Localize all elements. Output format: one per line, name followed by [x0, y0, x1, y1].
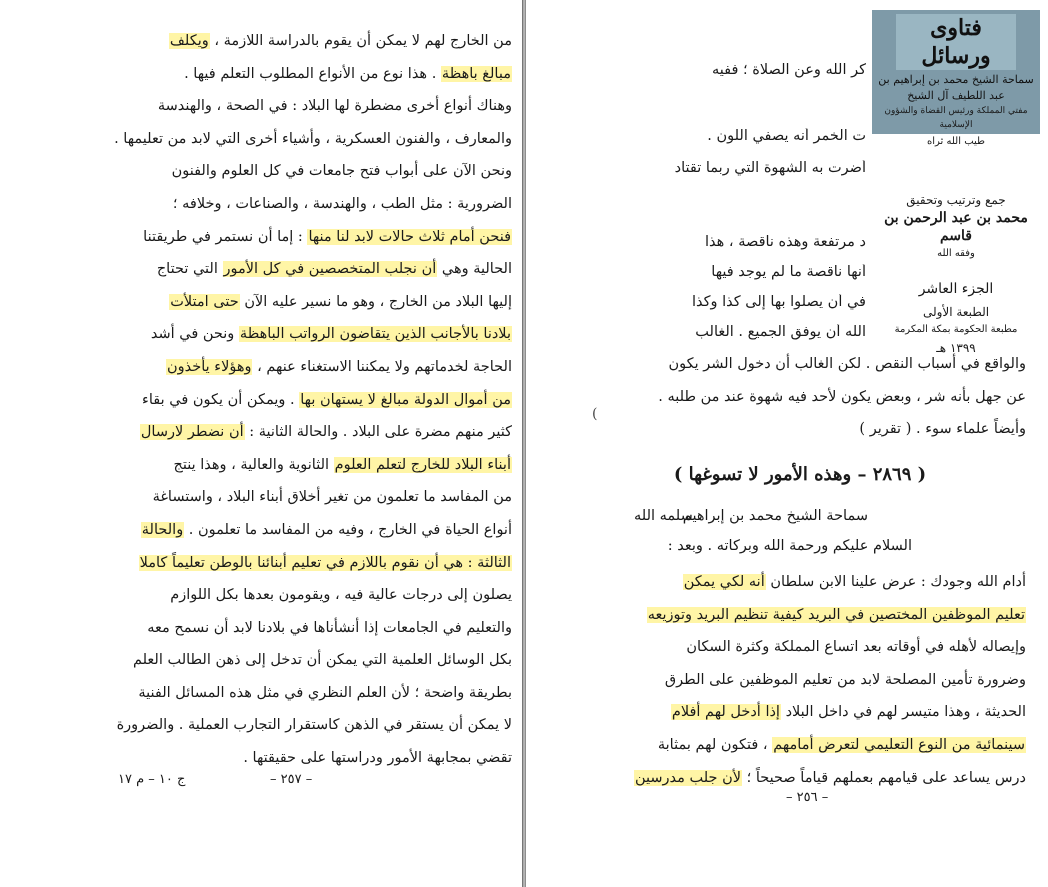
letter-addressee: سماحة الشيخ محمد بن إبراهيم	[682, 508, 868, 524]
highlighted-text: الثالثة : هي أن نقوم باللازم في تعليم أبنائنا بالوطن تعليماً كاملا	[139, 554, 511, 571]
right-page-partial-line: أضرت به الشهوة التي ربما تقتاد	[674, 160, 866, 176]
left-page-text	[104, 25, 512, 775]
text-run: والتعليم في الجامعات إذا أنشأناها في بلادنا لابد أن نسمح معه	[147, 619, 512, 636]
edition-label: الطبعة الأولى	[922, 305, 990, 319]
left-page-line	[104, 644, 512, 677]
compiler-block	[872, 191, 1040, 263]
highlighted-text: لأن جلب مدرسين	[634, 769, 742, 786]
letter-body-line	[628, 664, 1026, 697]
highlighted-text: تعليم الموظفين المختصين في البريد كيفية تنظيم البريد وتوزيعه	[647, 606, 1025, 623]
left-page-line	[104, 547, 512, 580]
text-run: وإيصاله لأهله في أوقاته بعد اتساع المملكة وكثرة السكان	[686, 639, 1026, 656]
highlighted-text: أن نضطر لارسال	[140, 424, 244, 441]
text-run: الحاجة لخدماتهم ولا يمكننا الاستغناء عنهم ،	[252, 358, 512, 375]
edition-press: مطبعة الحكومة بمكة المكرمة	[894, 324, 1018, 335]
author-line: سماحة الشيخ محمد بن إبراهيم بن عبد اللطيف آل الشيخ	[878, 73, 1034, 102]
letter-body-line	[628, 599, 1026, 632]
text-run: أنواع الحياة في الخارج ، وفيه من المفاسد ما تعلمون .	[184, 521, 512, 538]
left-page-line	[104, 677, 512, 710]
highlighted-text: فنحن أمام ثلاث حالات لابد لنا منها	[308, 228, 511, 245]
text-run: لا يمكن أن يستقر في الذهن كاستقرار التجارب العملية . والضرورة	[116, 717, 512, 734]
right-page-line	[628, 413, 1026, 446]
edition-year: ١٣٩٩ هـ	[936, 341, 976, 355]
highlighted-text: أن نجلب المتخصصين في كل الأمور	[223, 261, 437, 278]
text-run: درس يساعد على قيامهم بعملهم قياماً صحيحاً ؛	[742, 769, 1026, 786]
text-run: ونحن في أشد	[150, 326, 239, 343]
text-run: تقضي بمجابهة الأمور ودراستها على حقيقتها .	[243, 750, 512, 767]
compiler-role: جمع وترتيب وتحقيق	[906, 193, 1006, 207]
text-run: أدام الله وجودك : عرض علينا الابن سلطان	[765, 574, 1026, 590]
text-run: يصلون إلى درجات عالية فيه ، ويقومون بعدها بكل اللوازم	[170, 587, 512, 604]
text-run: الحالية وهي	[437, 261, 512, 278]
highlighted-text: بلادنا بالأجانب الذين يتقاضون الرواتب الباهظة	[239, 326, 511, 343]
text-run: . ويمكن أن يكون في بقاء	[142, 391, 300, 408]
text-run: من المفاسد ما تعلمون من تغير أخلاق أبناء البلاد ، واستساغة	[152, 489, 512, 506]
text-run: التي تحتاج	[156, 261, 223, 278]
highlighted-text: إذا أدخل لهم أفلام	[671, 704, 780, 721]
highlighted-text: أنه لكي يمكن	[683, 574, 765, 590]
right-page-partial-line: أنها ناقصة ما لم يوجد فيها	[711, 264, 866, 280]
left-page-line	[104, 709, 512, 742]
title-block	[872, 10, 1040, 357]
letter-salutation: سلمه الله	[634, 508, 693, 524]
text-run: الضرورية : مثل الطب ، والهندسة ، والصناعات ، وخلافه ؛	[172, 195, 512, 212]
text-run: بطريقة واضحة ؛ لأن العلم النظري في مثل هذه المسائل الفنية	[138, 684, 512, 701]
text-run: ونحن الآن على أبواب فتح جامعات في كل العلوم والفنون	[171, 163, 512, 180]
title-banner	[872, 10, 1040, 134]
left-page-line	[104, 318, 512, 351]
left-page-line	[104, 416, 512, 449]
right-page-partial-line: في أن يصلوا بها إلى كذا وكذا	[691, 294, 866, 310]
volume-label: الجزء العاشر	[918, 281, 994, 297]
text-run: : إما أن نستمر في طريقتنا	[143, 228, 308, 245]
highlighted-text: وهؤلاء يأخذون	[166, 358, 252, 375]
right-page-number: – ٢٥٦ –	[786, 790, 829, 805]
left-page-line	[104, 221, 512, 254]
text-run: وهناك أنواع أخرى مضطرة لها البلاد : في الصحة ، والهندسة	[157, 98, 512, 115]
text-run: الحديثة ، وهذا متيسر لهم في داخل البلاد	[780, 704, 1026, 721]
text-run: بكل الوسائل العلمية التي يمكن أن تدخل إلى ذهن الطالب العلم	[132, 652, 512, 669]
highlighted-text: حتى امتلأت	[170, 293, 239, 310]
letter-body-line	[628, 566, 1026, 599]
left-page-line	[104, 253, 512, 286]
letter-body-line	[628, 696, 1026, 729]
highlighted-text: أبناء البلاد للخارج لتعلم العلوم	[334, 456, 511, 473]
letter-body-line	[628, 631, 1026, 664]
text-run: الثانوية والعالية ، وهذا ينتج	[173, 456, 334, 473]
highlighted-text: والحالة	[141, 521, 184, 538]
text-run: ، فتكون لهم بمثابة	[657, 736, 773, 753]
left-page-line	[104, 612, 512, 645]
left-page-line	[104, 90, 512, 123]
text-run: عن جهل بأنه شر ، وبعض يكون لأحد فيه شهوة عند من طلبه .	[658, 388, 1026, 405]
compiler-name: محمد بن عبد الرحمن بن قاسم	[884, 210, 1028, 244]
highlighted-text: من أموال الدولة مبالغ لا يستهان بها	[300, 391, 511, 408]
left-page-line	[104, 384, 512, 417]
highlighted-text: مبالغ باهظة	[441, 65, 511, 82]
book-title: فتاوى ورسائل	[896, 14, 1016, 70]
right-page-continuation	[628, 348, 1026, 446]
left-page-line	[104, 742, 512, 775]
author-office: مفتي المملكة ورئيس القضاة والشؤون الإسلامية	[884, 106, 1028, 130]
text-run: . هذا نوع من الأنواع المطلوب التعلم فيها .	[184, 65, 441, 82]
section-heading: ( ٢٨٦٩ – وهذه الأمور لا تسوغها )	[673, 464, 927, 485]
right-page-partial-line: الله أن يوفق الجميع . الغالب	[695, 324, 866, 340]
left-page-line	[104, 579, 512, 612]
letter-body-line	[628, 729, 1026, 762]
left-page-number: – ٢٥٧ –	[270, 772, 313, 787]
text-run: والمعارف ، والفنون العسكرية ، وأشياء أخرى التي لابد من تعليمها .	[114, 130, 512, 147]
left-page	[0, 0, 522, 887]
right-page-partial-line: كر الله وعن الصلاة ؛ ففيه	[712, 62, 866, 78]
highlighted-text: ويكلف	[169, 33, 209, 49]
right-page-partial-line: ت الخمر أنه يصفي اللون .	[707, 128, 866, 144]
text-run: كثير منهم مضرة على البلاد . والحالة الثانية :	[244, 424, 512, 441]
letter-body	[628, 566, 1026, 794]
highlighted-text: سينمائية من النوع التعليمي لتعرض أمامهم	[773, 736, 1025, 753]
text-run: إليها البلاد من الخارج ، وهو ما نسير عليه الآن	[239, 293, 512, 310]
left-page-line	[104, 123, 512, 156]
text-run: وأيضاً علماء سوء . ( تقرير )	[859, 421, 1026, 438]
left-page-line	[104, 58, 512, 91]
honorific: طيب الله ثراه	[927, 136, 985, 147]
right-page-partial-line: د مرتفعة وهذه ناقصة ، هذا	[705, 234, 866, 250]
left-page-line	[104, 286, 512, 319]
left-page-line	[104, 449, 512, 482]
left-signature-mark: ج ١٠ – م ١٧	[118, 772, 186, 787]
text-run: والواقع في أسباب النقص . لكن الغالب أن دخول الشر يكون	[668, 356, 1026, 372]
text-run: من الخارج لهم لا يمكن أن يقوم بالدراسة اللازمة ،	[209, 33, 512, 49]
left-page-line	[104, 155, 512, 188]
text-run: وضرورة تأمين المصلحة لابد من تعليم الموظفين على الطرق	[664, 671, 1026, 688]
left-page-line	[104, 481, 512, 514]
left-page-line	[104, 351, 512, 384]
letter-greeting: السلام عليكم ورحمة الله وبركاته . وبعد :	[667, 538, 912, 554]
left-page-line	[104, 25, 512, 58]
right-page-line	[628, 381, 1026, 414]
left-page-line	[104, 514, 512, 547]
edition-block	[872, 303, 1040, 357]
margin-mark: (	[592, 406, 598, 422]
compiler-note: وفقه الله	[937, 248, 975, 259]
left-page-line	[104, 188, 512, 221]
